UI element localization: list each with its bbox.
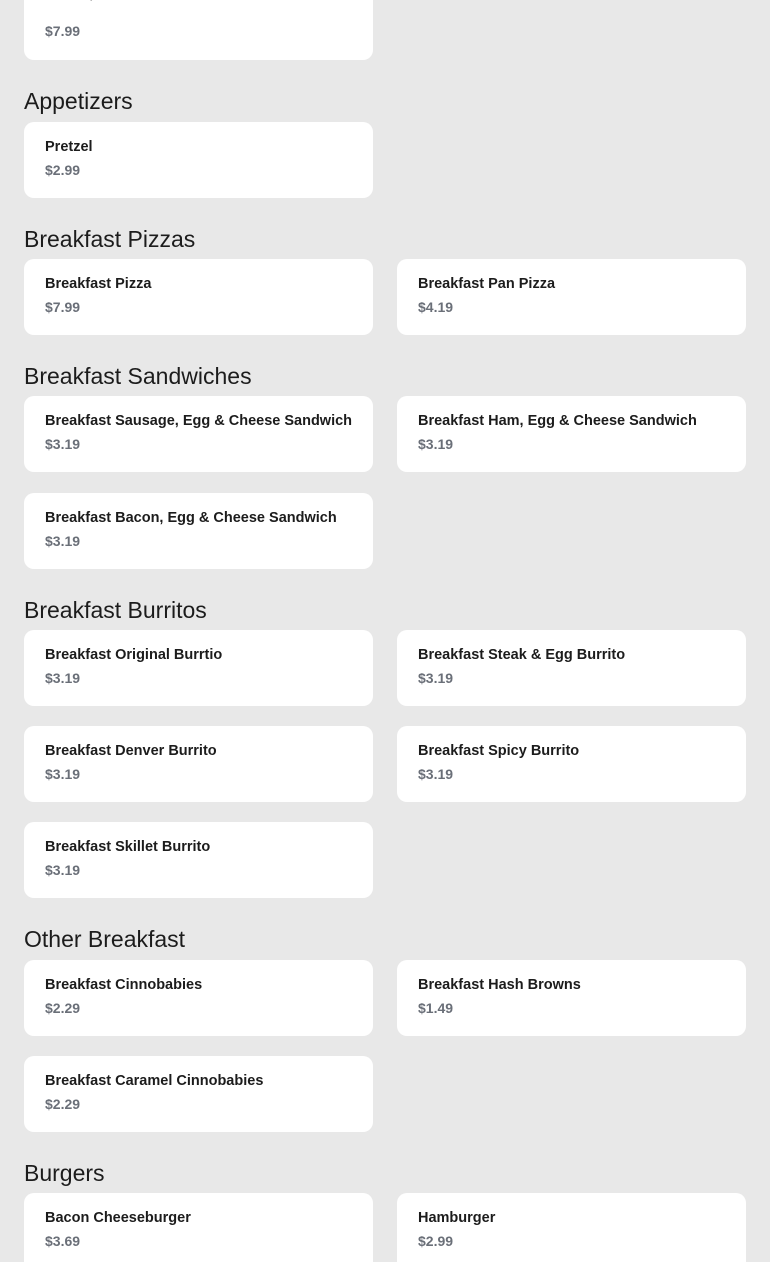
menu-item-card[interactable] <box>397 1193 746 1262</box>
menu-item-card[interactable] <box>24 726 373 802</box>
item-price: $3.19 <box>418 436 454 452</box>
item-price: $4.19 <box>418 299 454 315</box>
item-price: $3.19 <box>418 670 454 686</box>
menu-item-card[interactable] <box>24 396 373 472</box>
item-name: Breakfast Hash Browns <box>418 977 581 993</box>
menu-item-card[interactable] <box>397 396 746 472</box>
item-name: Breakfast Ham, Egg & Cheese Sandwich <box>418 413 697 429</box>
item-price: $2.99 <box>418 1233 454 1249</box>
item-name: Breakfast Bacon, Egg & Cheese Sandwich <box>45 510 337 526</box>
item-description <box>45 0 99 1</box>
item-name: Breakfast Pan Pizza <box>418 276 556 292</box>
menu-item-card[interactable] <box>24 1193 373 1262</box>
item-price: $3.19 <box>45 766 81 782</box>
menu-item-card[interactable] <box>24 1056 373 1132</box>
item-name: Breakfast Original Burrtio <box>45 647 223 663</box>
menu-item-card[interactable] <box>397 259 746 335</box>
item-price: $3.19 <box>45 670 81 686</box>
item-price: $3.19 <box>45 436 81 452</box>
item-name: Breakfast Denver Burrito <box>45 743 217 759</box>
menu-item-card[interactable] <box>24 630 373 706</box>
item-price: $2.29 <box>45 1096 81 1112</box>
section-title-breakfast-sandwiches: Breakfast Sandwiches <box>24 363 252 389</box>
item-name: Breakfast Caramel Cinnobabies <box>45 1073 264 1089</box>
item-name: Pretzel <box>45 139 93 155</box>
item-name: Breakfast Cinnobabies <box>45 977 203 993</box>
item-name: Breakfast Steak & Egg Burrito <box>418 647 626 663</box>
item-name: Breakfast Pizza <box>45 276 152 292</box>
menu-item-card[interactable] <box>397 960 746 1036</box>
section-title-other-breakfast: Other Breakfast <box>24 926 186 952</box>
menu-item-card[interactable] <box>24 259 373 335</box>
item-name: Breakfast Spicy Burrito <box>418 743 580 759</box>
menu-item-card[interactable] <box>24 493 373 569</box>
section-title-appetizers: Appetizers <box>24 88 133 114</box>
menu-item-card[interactable] <box>24 122 373 198</box>
item-price: $3.69 <box>45 1233 81 1249</box>
section-title-breakfast-pizzas: Breakfast Pizzas <box>24 226 196 252</box>
item-price: $1.49 <box>418 1000 454 1016</box>
item-price: $7.99 <box>45 23 81 39</box>
item-price: $3.19 <box>45 533 81 549</box>
item-price: $2.99 <box>45 162 81 178</box>
section-title-burgers: Burgers <box>24 1160 105 1186</box>
menu-item-card[interactable] <box>24 0 373 60</box>
menu-item-card[interactable] <box>397 726 746 802</box>
menu-item-card[interactable] <box>24 822 373 898</box>
item-price: $3.19 <box>418 766 454 782</box>
item-price: $3.19 <box>45 862 81 878</box>
item-name: Breakfast Skillet Burrito <box>45 839 211 855</box>
menu-item-card[interactable] <box>397 630 746 706</box>
section-title-breakfast-burritos: Breakfast Burritos <box>24 597 207 623</box>
item-name: Bacon Cheeseburger <box>45 1210 191 1226</box>
item-price: $2.29 <box>45 1000 81 1016</box>
item-name: Breakfast Sausage, Egg & Cheese Sandwich <box>45 413 353 429</box>
menu-item-card[interactable] <box>24 960 373 1036</box>
item-name: Hamburger <box>418 1210 496 1226</box>
item-price: $7.99 <box>45 299 81 315</box>
